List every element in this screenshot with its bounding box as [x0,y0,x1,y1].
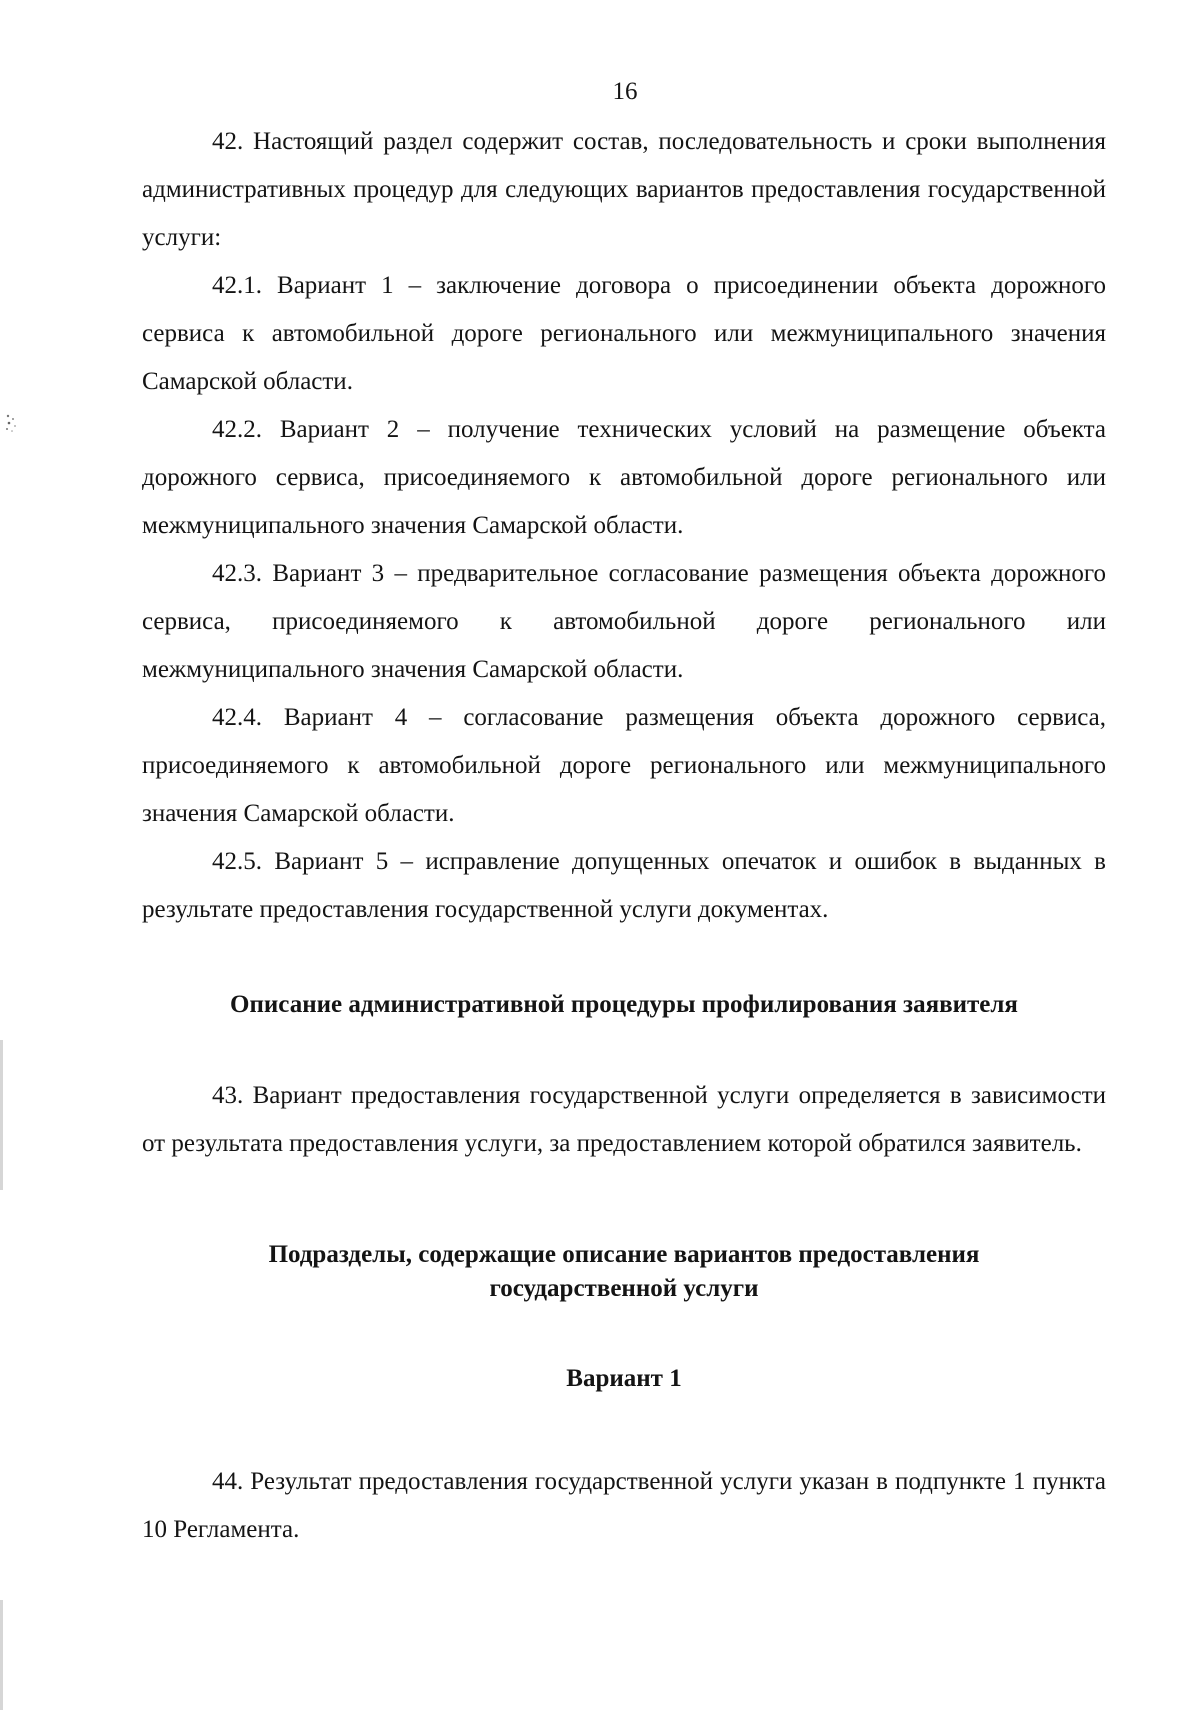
paragraph-42-4: 42.4. Вариант 4 – согласование размещения объекта дорожного сервиса, присоединяемого к автомобильной дороге регионального или межмуниципального значения Самарской области. [142,704,1106,827]
page-number: 16 [612,78,638,105]
heading-variant-1: Вариант 1 [566,1365,682,1392]
paragraph-42-2: 42.2. Вариант 2 – получение технических условий на размещение объекта дорожного сервиса, присоединяемого к автомобильной дороге регионального или межмуниципального значения Самарской области. [142,416,1106,539]
document-body [142,118,1106,1554]
scan-edge-line [0,1040,3,1190]
paragraph-42-1: 42.1. Вариант 1 – заключение договора о присоединении объекта дорожного сервиса к автомобильной дороге регионального или межмуниципального значения Самарской области. [142,272,1106,395]
heading-subsections [142,1238,1106,1306]
scan-edge-line [0,1600,3,1710]
heading-profiling: Описание административной процедуры профилирования заявителя [230,991,1018,1018]
paragraph-42-5: 42.5. Вариант 5 – исправление допущенных опечаток и ошибок в выданных в результате предоставления государственной услуги документах. [142,848,1106,923]
scan-speck-mark [4,412,20,434]
paragraph-42-3: 42.3. Вариант 3 – предварительное согласование размещения объекта дорожного сервиса, присоединяемого к автомобильной дороге регионального или межмуниципального значения Самарской области. [142,560,1106,683]
paragraph-42: 42. Настоящий раздел содержит состав, последовательность и сроки выполнения административных процедур для следующих вариантов предоставления государственной услуги: [142,128,1106,251]
paragraph-44: 44. Результат предоставления государственной услуги указан в подпункте 1 пункта 10 Регламента. [142,1468,1106,1543]
heading-subsections-line-1: Подразделы, содержащие описание вариантов предоставления [268,1241,980,1268]
heading-subsections-line-2: государственной услуги [489,1275,759,1302]
paragraph-43: 43. Вариант предоставления государственной услуги определяется в зависимости от результата предоставления услуги, за предоставлением которой обратился заявитель. [142,1082,1106,1157]
